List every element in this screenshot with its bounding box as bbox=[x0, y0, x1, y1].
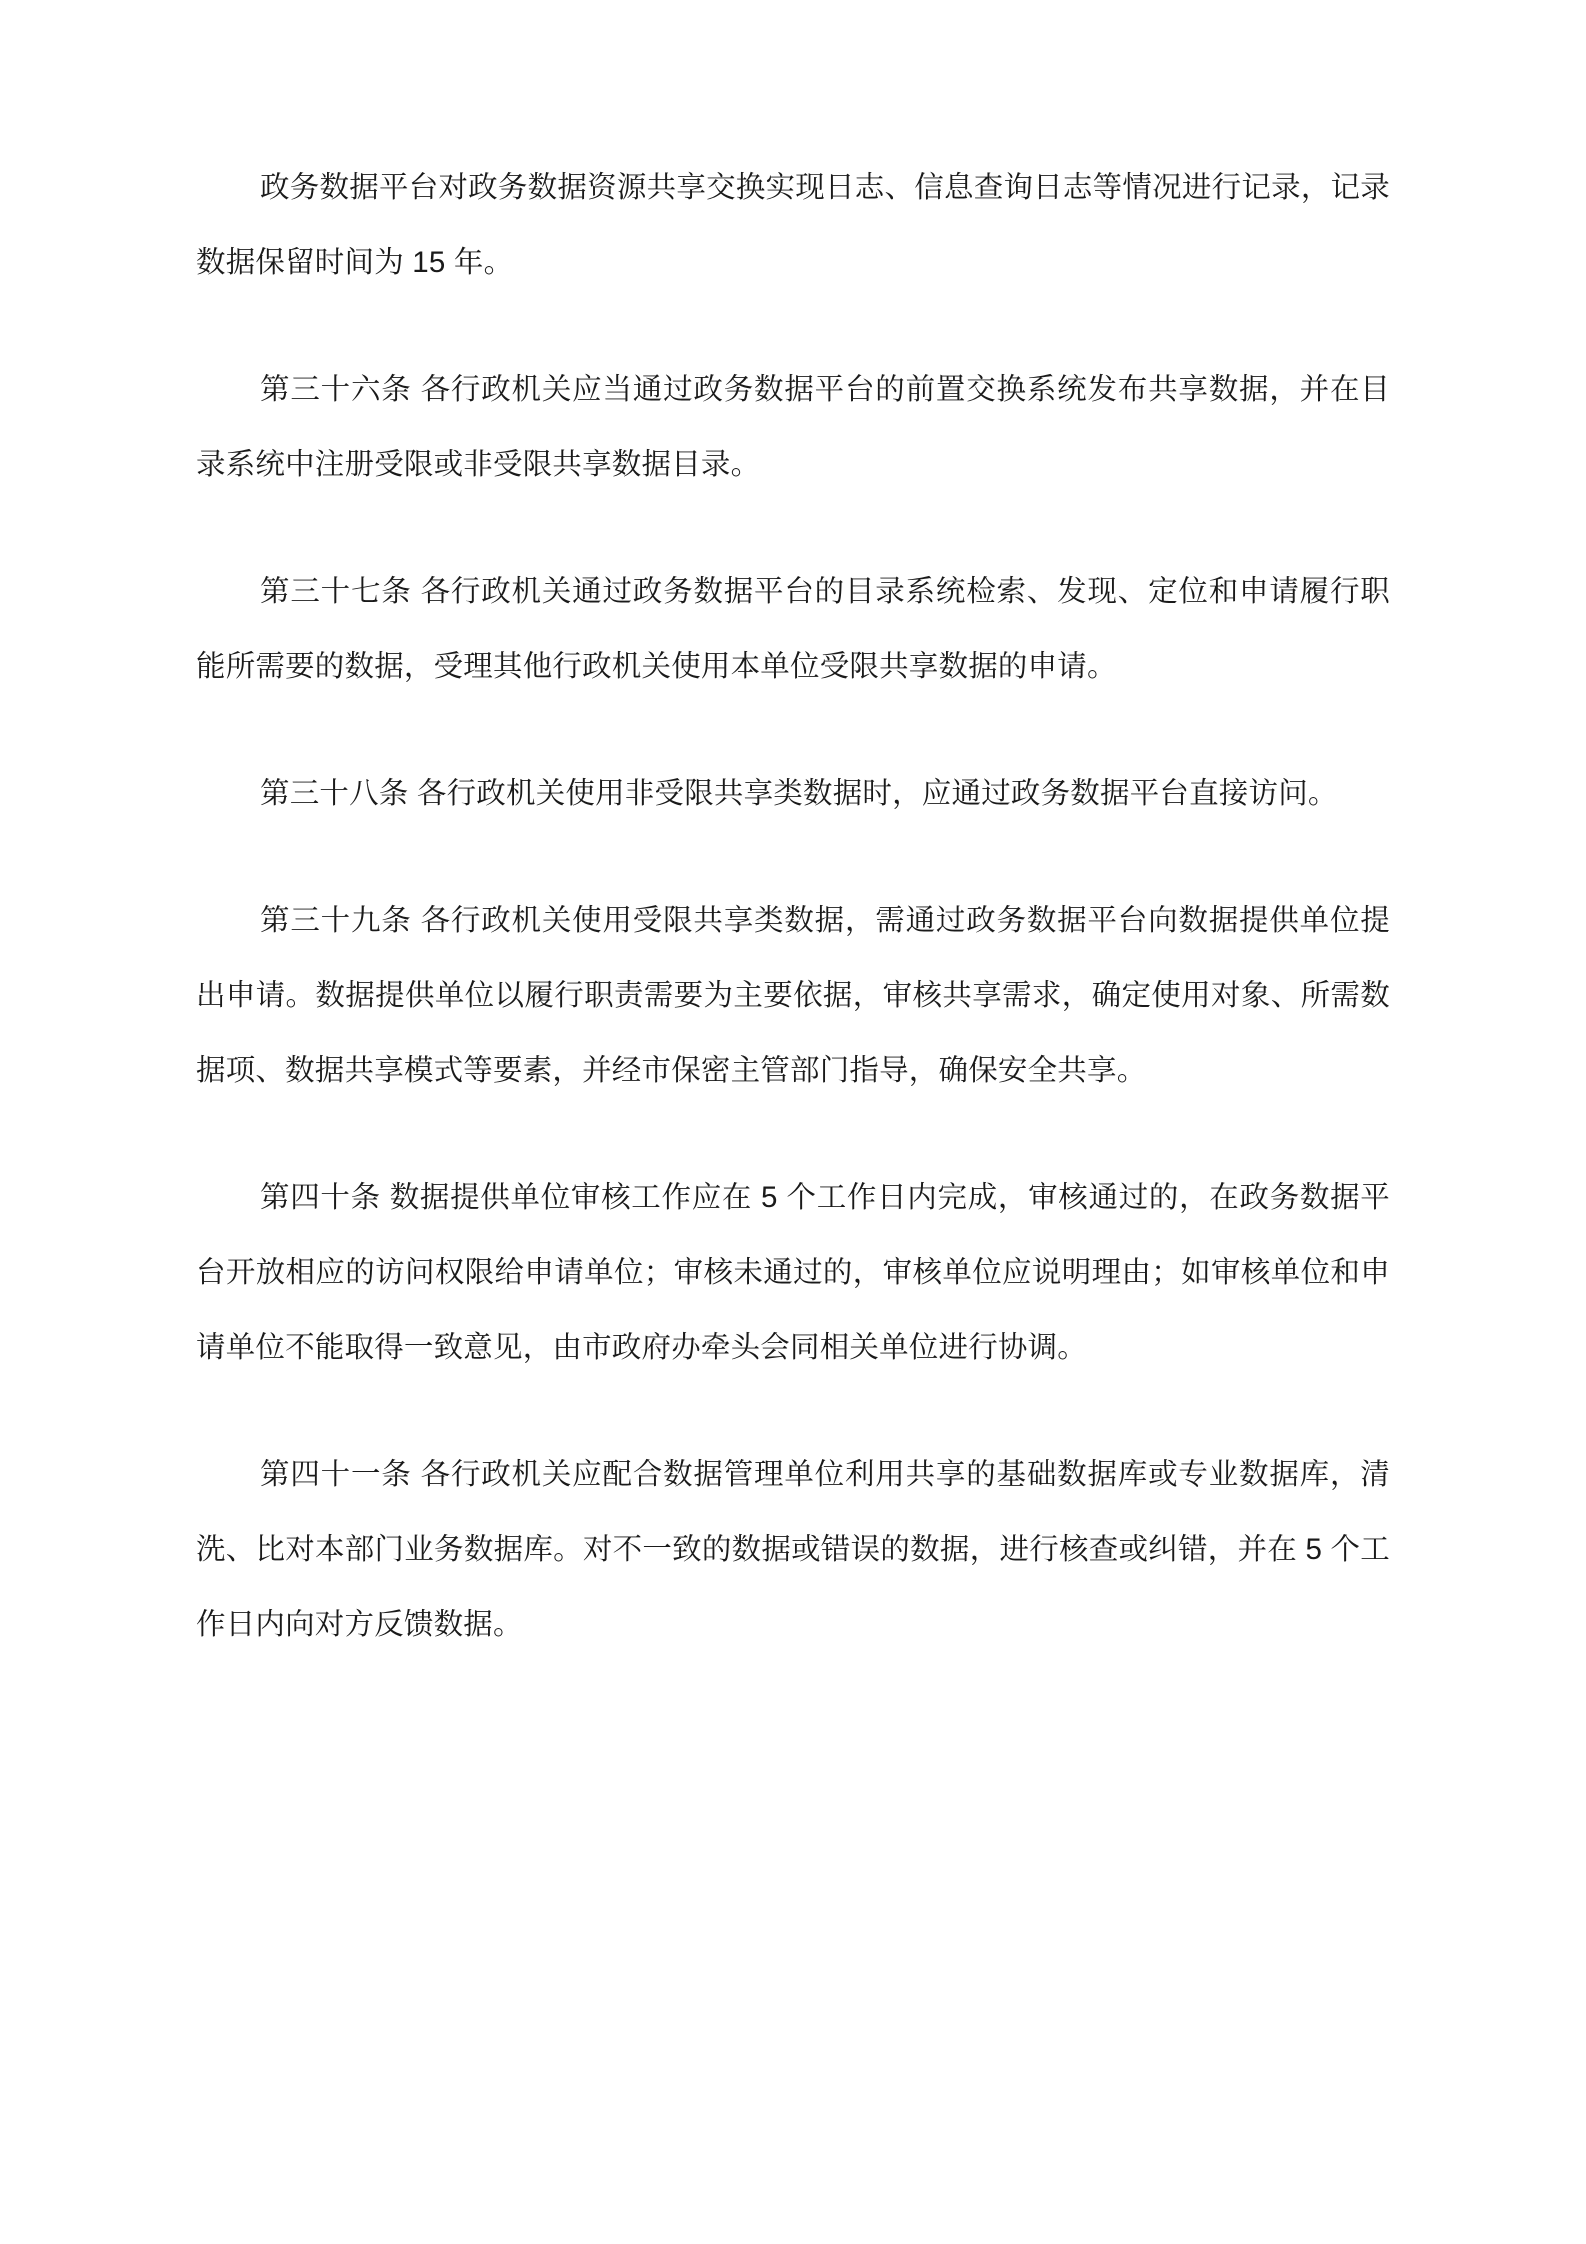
paragraph: 第三十七条 各行政机关通过政务数据平台的目录系统检索、发现、定位和申请履行职能所需要的数据，受理其他行政机关使用本单位受限共享数据的申请。 bbox=[196, 575, 1390, 683]
document-body bbox=[196, 150, 1390, 1662]
paragraph: 第四十条 数据提供单位审核工作应在 5 个工作日内完成，审核通过的，在政务数据平台开放相应的访问权限给申请单位；审核未通过的，审核单位应说明理由；如审核单位和申请单位不能取得一致意见，由市政府办牵头会同相关单位进行协调。 bbox=[196, 1181, 1390, 1364]
paragraph: 第三十八条 各行政机关使用非受限共享类数据时，应通过政务数据平台直接访问。 bbox=[260, 777, 1338, 810]
paragraph: 第三十六条 各行政机关应当通过政务数据平台的前置交换系统发布共享数据，并在目录系统中注册受限或非受限共享数据目录。 bbox=[196, 373, 1390, 481]
paragraph: 第三十九条 各行政机关使用受限共享类数据，需通过政务数据平台向数据提供单位提出申请。数据提供单位以履行职责需要为主要依据，审核共享需求，确定使用对象、所需数据项、数据共享模式等要素，并经市保密主管部门指导，确保安全共享。 bbox=[196, 904, 1390, 1087]
paragraph: 政务数据平台对政务数据资源共享交换实现日志、信息查询日志等情况进行记录，记录数据保留时间为 15 年。 bbox=[196, 171, 1390, 279]
paragraph: 第四十一条 各行政机关应配合数据管理单位利用共享的基础数据库或专业数据库，清洗、比对本部门业务数据库。对不一致的数据或错误的数据，进行核查或纠错，并在 5 个工作日内向对方反馈数据。 bbox=[196, 1458, 1390, 1641]
